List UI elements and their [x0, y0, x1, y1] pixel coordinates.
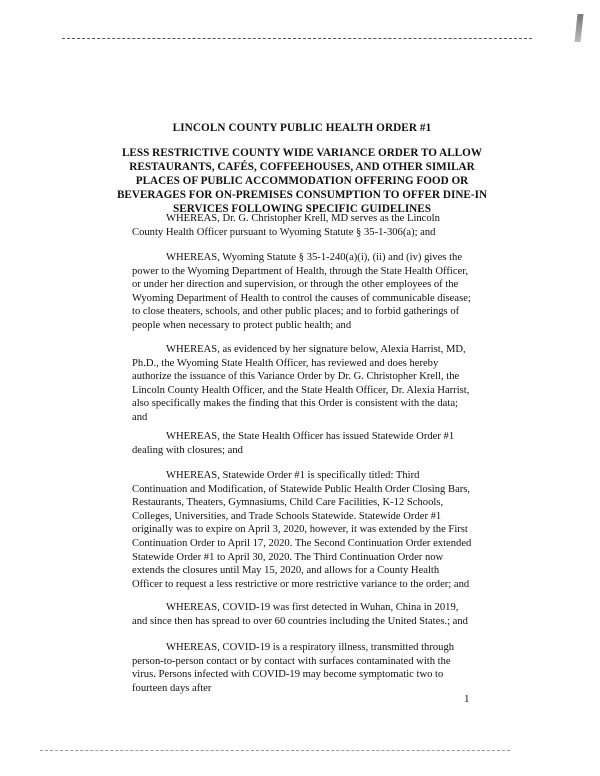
paragraph-covid-detected: WHEREAS, COVID-19 was first detected in Wuhan, China in 2019, and since then has spread to over 60 countries including the United States.; and	[132, 602, 468, 627]
paragraph-order-title	[132, 469, 472, 591]
paragraph-statewide-order: WHEREAS, the State Health Officer has issued Statewide Order #1 dealing with closures; and	[132, 431, 455, 456]
order-title-text: WHEREAS, Statewide Order #1 is specifically titled: Third Continuation and Modification, of Statewide Public Health Order Closing Bars, Restaurants, Theaters, Gymnasiums, Child Care Facilities, K-12 Schools, Colleges, Universities, and Trade Schools Statewide. Statewide Order #1 originally was to expire on April 3, 2020, however, it was extended by the First Continuation Order to April 17, 2020. The Second Continuation Order extended Statewide Order #1 to April 30, 2020. The Third Continuation Order now extends the closures until May 15, 2020, and allows for a County Health Officer to request a less restrictive or more restrictive variance to the order; and	[132, 470, 472, 590]
document-title: LINCOLN COUNTY PUBLIC HEALTH ORDER #1	[172, 122, 432, 134]
paragraph-state-health-officer: WHEREAS, as evidenced by her signature below, Alexia Harrist, MD, Ph.D., the Wyoming State Health Officer, has reviewed and does hereby authorize the issuance of this Variance Order by Dr. G. Christopher Krell, the Lincoln County Health Officer, and the State Health Officer, Dr. Alexia Harrist, also specifically makes the finding that this Order is consistent with the data; and	[132, 344, 470, 423]
paragraph-statute-power: WHEREAS, Wyoming Statute § 35-1-240(a)(i), (ii) and (iv) gives the power to the Wyoming Department of Health, through the State Health Officer, or under her direction and supervision, or through the other employees of the Wyoming Department of Health to control the causes of communicable disease; to close theaters, schools, and other public places; and to forbid gatherings of people when necessary to protect public health; and	[132, 252, 471, 331]
document-subtitle: LESS RESTRICTIVE COUNTY WIDE VARIANCE ORDER TO ALLOW RESTAURANTS, CAFÉS, COFFEEHOUSES, AND OTHER SIMILAR PLACES OF PUBLIC ACCOMMODATION OFFERING FOOD OR BEVERAGES FOR ON-PREMISES CONSUMPTION TO OFFER DINE-IN SERVICES FOLLOWING SPECIFIC GUIDELINES	[116, 147, 488, 215]
paragraph-covid-respiratory: WHEREAS, COVID-19 is a respiratory illness, transmitted through person-to-person contact or by contact with surfaces contaminated with the virus. Persons infected with COVID-19 may become symptomatic two to fourteen days after	[132, 642, 455, 694]
scan-artifact-corner-mark	[575, 14, 584, 42]
scan-artifact-bottom-line	[40, 750, 510, 751]
scan-artifact-top-line	[62, 38, 532, 39]
page-number: 1	[464, 693, 470, 705]
paragraph-health-officer: WHEREAS, Dr. G. Christopher Krell, MD serves as the Lincoln County Health Officer pursuant to Wyoming Statute § 35-1-306(a); and	[132, 213, 440, 238]
